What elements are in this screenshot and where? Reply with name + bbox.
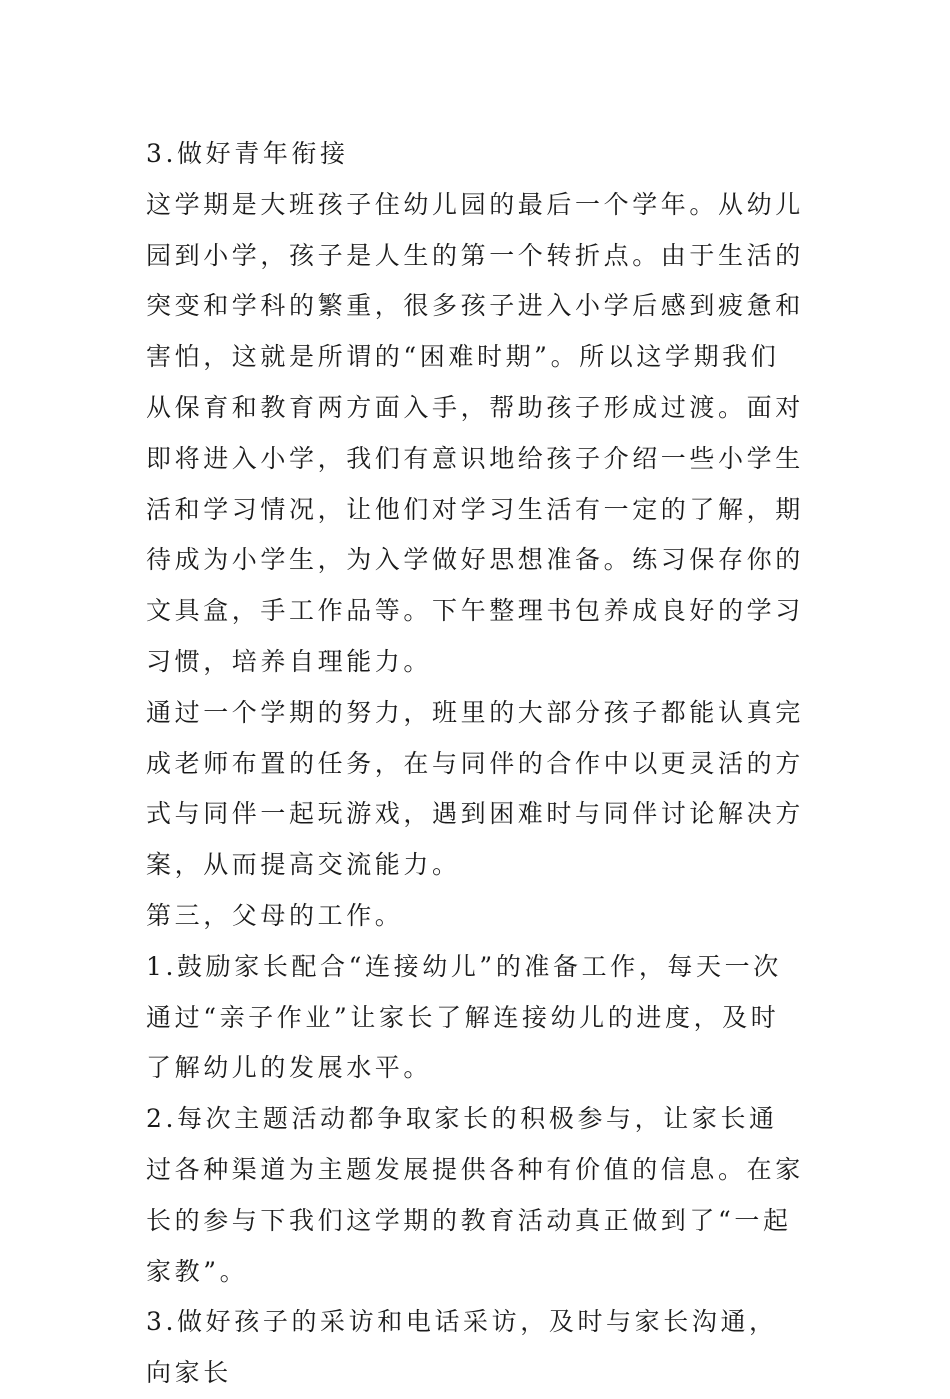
paragraph: 通过一个学期的努力，班里的大部分孩子都能认真完成老师布置的任务，在与同伴的合作中以更灵活的方式与同伴一起玩游戏，遇到困难时与同伴讨论解决方案，从而提高交流能力。 [146, 697, 804, 880]
section-heading: 第三，父母的工作。 [146, 900, 404, 930]
section-heading: 3.做好青年衔接 [146, 139, 349, 168]
list-item: 3.做好孩子的采访和电话采访，及时与家长沟通，向家长 [146, 1307, 778, 1388]
document-body [146, 129, 806, 1399]
paragraph: 这学期是大班孩子住幼儿园的最后一个学年。从幼儿园到小学，孩子是人生的第一个转折点。由于生活的突变和学科的繁重，很多孩子进入小学后感到疲惫和害怕，这就是所谓的“困难时期”。所以这学期我们从保育和教育两方面入手，帮助孩子形成过渡。面对即将进入小学，我们有意识地给孩子介绍一些小学生活和学习情况，让他们对学习生活有一定的了解，期待成为小学生，为入学做好思想准备。练习保存你的文具盒，手工作品等。下午整理书包养成良好的学习习惯，培养自理能力。 [146, 189, 804, 676]
list-item: 1.鼓励家长配合“连接幼儿”的准备工作，每天一次通过“亲子作业”让家长了解连接幼儿的进度，及时了解幼儿的发展水平。 [146, 951, 782, 1083]
list-item: 2.每次主题活动都争取家长的积极参与，让家长通过各种渠道为主题发展提供各种有价值的信息。在家长的参与下我们这学期的教育活动真正做到了“一起家教”。 [146, 1104, 804, 1286]
